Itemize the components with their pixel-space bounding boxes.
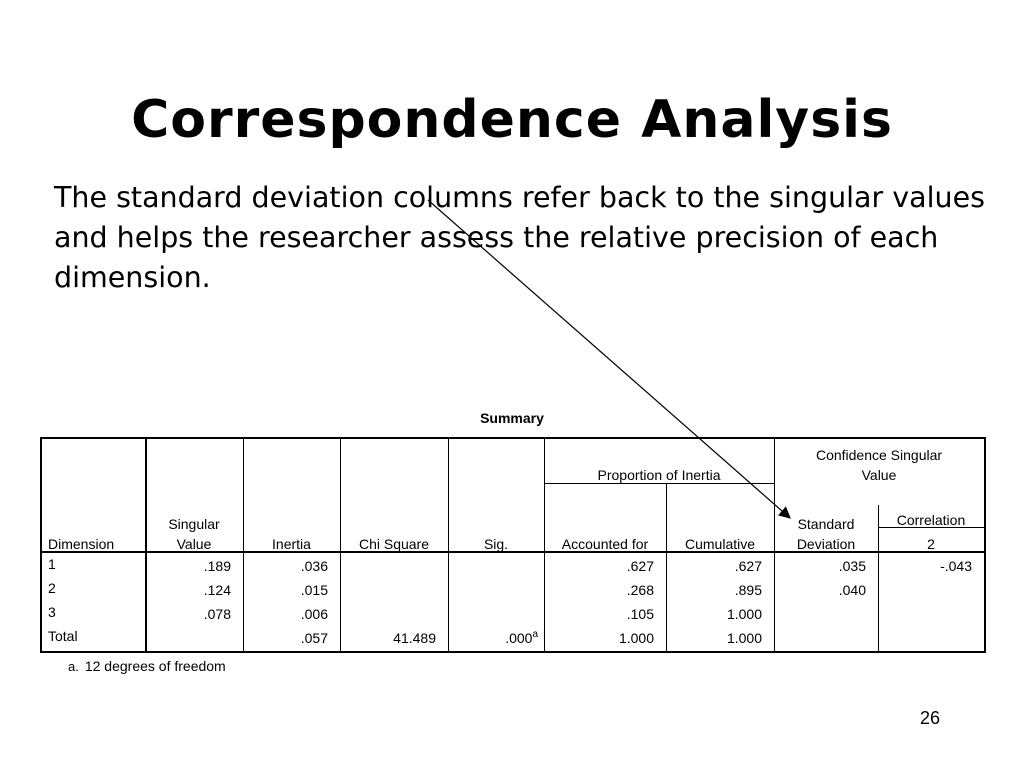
table-row-total-dimension: Total [48, 628, 78, 644]
table-row-total-accounted-for: 1.000 [618, 630, 654, 646]
footnote-text: 12 degrees of freedom [84, 658, 226, 674]
header-proportion-of-inertia: Proportion of Inertia [597, 467, 721, 483]
table-row-total-sig-footnote: a [532, 629, 538, 640]
table-row-total-sig [448, 630, 538, 646]
table-border-right [984, 437, 986, 653]
table-row-total-inertia: .057 [300, 630, 328, 646]
slide-title: Correspondence Analysis [131, 90, 893, 150]
table-row-3-singular-value: .078 [203, 606, 231, 622]
header-correlation: Correlation [896, 512, 966, 528]
header-cumulative: Cumulative [684, 536, 756, 552]
table-row-2-singular-value: .124 [203, 582, 231, 598]
table-row-total-sig-value: .000 [505, 630, 533, 646]
header-confidence-singular: Confidence Singular [815, 447, 943, 463]
table-row-2-cumulative: .895 [734, 582, 762, 598]
header-value: Value [176, 536, 212, 552]
header-deviation: Deviation [796, 536, 856, 552]
proportion-group-line [544, 483, 774, 484]
summary-table [40, 437, 986, 653]
table-row-1-cumulative: .627 [734, 558, 762, 574]
table-row-3-cumulative: 1.000 [726, 606, 762, 622]
table-row-1-std-dev: .035 [838, 558, 866, 574]
table-row-1-inertia: .036 [300, 558, 328, 574]
header-accounted-for: Accounted for [561, 536, 649, 552]
header-correlation-2: 2 [927, 536, 935, 552]
table-row-3-dimension: 3 [48, 604, 56, 620]
header-singular: Singular [168, 516, 220, 532]
slide-body-text: The standard deviation columns refer back to the singular values and helps the researcher assess the relative precision of each dimension. [54, 181, 985, 294]
header-standard: Standard [797, 516, 855, 532]
table-border-bottom [40, 651, 986, 653]
table-row-1-correlation: -.043 [940, 558, 972, 574]
table-row-1-dimension: 1 [48, 556, 56, 572]
table-row-total-cumulative: 1.000 [726, 630, 762, 646]
table-row-3-inertia: .006 [300, 606, 328, 622]
table-row-2-accounted-for: .268 [626, 582, 654, 598]
footnote-mark: a. [68, 659, 79, 674]
page-number: 26 [920, 708, 941, 728]
table-row-total-chi-square: 41.489 [393, 630, 436, 646]
table-row-1-accounted-for: .627 [626, 558, 654, 574]
table-border-top [40, 437, 986, 439]
table-row-2-std-dev: .040 [838, 582, 866, 598]
header-confidence-value: Value [861, 467, 897, 483]
table-row-3-accounted-for: .105 [626, 606, 654, 622]
header-sig: Sig. [483, 536, 509, 552]
table-footnote [68, 658, 226, 674]
header-dimension: Dimension [48, 536, 115, 552]
table-row-1-singular-value: .189 [203, 558, 231, 574]
table-row-2-dimension: 2 [48, 580, 56, 596]
table-row-2-inertia: .015 [300, 582, 328, 598]
table-title: Summary [480, 410, 544, 426]
table-border-left [40, 437, 42, 653]
header-inertia: Inertia [272, 536, 311, 552]
header-chi-square: Chi Square [358, 536, 430, 552]
